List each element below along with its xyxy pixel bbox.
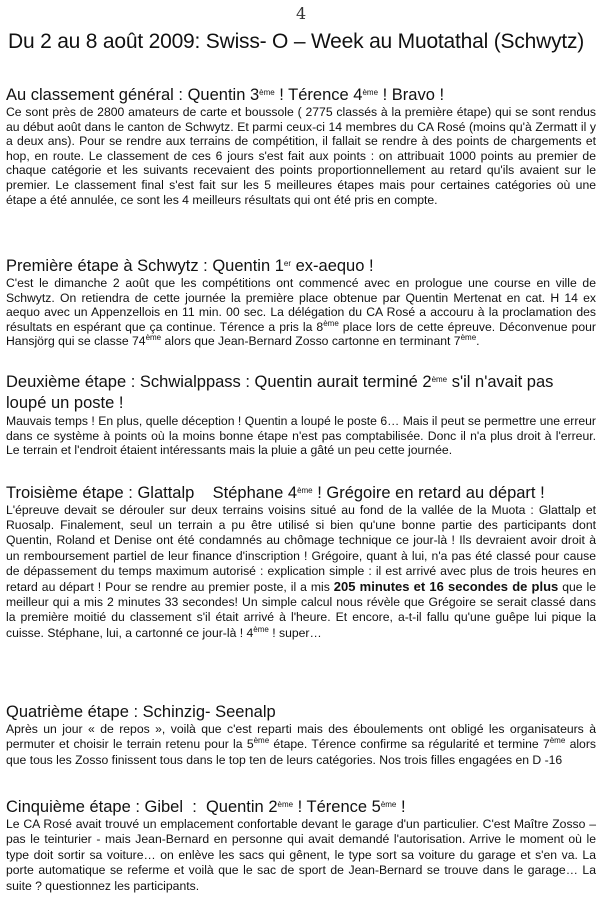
section-paragraph [6,276,596,349]
section-paragraph [6,503,596,641]
heading-text: Troisième étape : Glattalp Stéphane 4 [6,484,298,502]
section-general-ranking [6,86,596,207]
section-stage-2 [6,372,596,458]
heading-text: ex-aequo ! [291,257,374,275]
superscript: ème [380,800,397,809]
section-heading [6,484,596,503]
superscript: ème [297,486,313,495]
section-heading: Quatrième étape : Schinzig- Seenalp [6,703,276,721]
superscript: ème [323,318,339,328]
heading-text: ! Térence 4 [274,86,363,104]
section-paragraph: Mauvais temps ! En plus, quelle déception ! Quentin a loupé le poste 6… Mais il peut se permettre une erreur dans ce système à points où la moins bonne étape n'est pas comptabilisée. Donc il n'a plus droit à l'erreur. Le terrain et l'endroit étaient intéressants mais la pluie a gâté un peu cette journée. [6,414,596,458]
section-heading [6,86,596,105]
section-heading [6,257,596,276]
article-title: Du 2 au 8 août 2009: Swiss- O – Week au Muotathal (Schwytz) [8,30,585,53]
paragraph-text: que le meilleur qui a mis 2 minutes 33 secondes! Un simple calcul nous révèle que Grégoire se serait classé dans la première moitié du classement s'il était arrivé à l'heure. Et encore, a-t-il fallu qu'une guêpe lui pique la cuisse. Stéphane, lui, a cartonné ce jour-là ! 4 [6,580,597,640]
heading-text: ! Bravo ! [378,86,445,104]
superscript: ème [259,88,275,97]
superscript: ème [277,800,294,809]
heading-text: Cinquième étape : Gibel : Quentin 2 [6,798,278,816]
heading-text: ! Térence 5 [293,798,381,816]
heading-text: s'il n'avait pas loupé un poste ! [6,373,554,412]
bold-emphasis: 205 minutes et 16 secondes de plus [333,579,559,595]
section-heading [6,798,596,817]
section-stage-1 [6,257,596,349]
heading-text: Au classement général : Quentin 3 [6,86,260,104]
heading-text: ! [396,798,406,816]
heading-text: ! Grégoire en retard au départ ! [312,484,545,502]
superscript: ème [253,624,269,634]
section-stage-3 [6,484,596,641]
page-number: 4 [296,4,307,23]
section-paragraph: Le CA Rosé avait trouvé un emplacement confortable devant le garage d'un particulier. C'est Maître Zosso – pas le teinturier - mais Jean-Bernard en personne qui avait demandé l'autorisation. Arrive le moment où le type doit sortir sa voiture… on enlève les sacs qui gênent, le type sort sa voiture du garage et s'en va. La porte automatique se referme et voilà que le sac de sport de Jean-Bernard se trouve dans le garage… La suite ? questionnez les participants. [6,817,596,893]
paragraph-text: alors que Jean-Bernard Zosso cartonne en terminant 7 [161,334,461,349]
superscript: ème [549,736,566,746]
paragraph-text: ! super… [268,625,322,640]
paragraph-text: C'est le dimanche 2 août que les compétitions ont commencé avec en prologue une course en ville de Schwytz. On retiendra de cette journée la première place obtenue par Quentin Mertenat en cat. H 14 ex aequo avec un Appenzellois en 11 min. 00 sec. La délégation du CA Rosé a accouru à la proclamation des résultats en espérant que ça continue. Térence a pris la 8 [6,276,596,334]
heading-text: Deuxième étape : Schwialppass : Quentin aurait terminé 2 [6,373,432,391]
section-paragraph: Ce sont près de 2800 amateurs de carte et boussole ( 2775 classés à la première étape) qui se sont rendus au début août dans le canton de Schwytz. Et parmi ceux-ci 14 membres du CA Rosé (moins qu'à Zermatt il y a deux ans). Pour se rendre aux terrains de compétition, il fallait se rendre à des points de chargements et hop, en route. Le classement de ces 6 jours s'est fait aux points : on attribuait 1000 points au premier de chaque catégorie et les suivants recevaient des points proportionnellement au retard qu'ils avaient sur le premier. Le classement final s'est fait sur les 5 meilleures étapes mais pour certaines catégories où une étape a été annulée, ce sont les 4 meilleurs résultats qui ont été pris en compte. [6,105,596,207]
paragraph-text: place lors de cette épreuve. Déconvenue pour Hansjörg qui se classe 74 [6,319,596,349]
superscript: ème [253,736,270,746]
superscript: er [283,259,292,268]
paragraph-text: . [476,334,480,349]
superscript: ème [431,375,448,384]
section-stage-5 [6,798,596,894]
superscript: ème [362,88,379,97]
paragraph-text: L'épreuve devait se dérouler sur deux terrains voisins situé au fond de la vallée de la Muota : Glattalp et Ruosalp. Finalement, seul un terrain a pu être utilisé si bien qu'une bonne partie des participants dont Quentin, Roland et Denise ont été condamnés au chômage technique ce jour-là ! Ils devraient avoir droit à un remboursement partiel de leur finance d'inscription ! Grégoire, quant à lui, n'a pas été classé pour cause de dépassement du temps maximum autorisé : explication simple : il est arrivé avec plus de trois heures en retard au départ ! Pour se rendre au premier poste, il a mis [6,503,596,595]
superscript: ème [145,333,162,343]
paragraph-text: étape. Térence confirme sa régularité et termine 7 [269,737,550,752]
heading-text: Première étape à Schwytz : Quentin 1 [6,257,284,275]
superscript: ème [460,333,477,343]
paragraph-text: alors que tous les Zosso finissent tous dans le top ten de leurs catégories. Nos trois filles engagées en D -16 [6,737,596,767]
section-stage-4 [6,703,596,768]
paragraph-text: Après un jour « de repos », voilà que c'est reparti mais des éboulements ont obligé les organisateurs à permuter et choisir le terrain retenu pour la 5 [6,722,596,752]
section-paragraph [6,722,596,768]
section-heading [6,372,596,414]
